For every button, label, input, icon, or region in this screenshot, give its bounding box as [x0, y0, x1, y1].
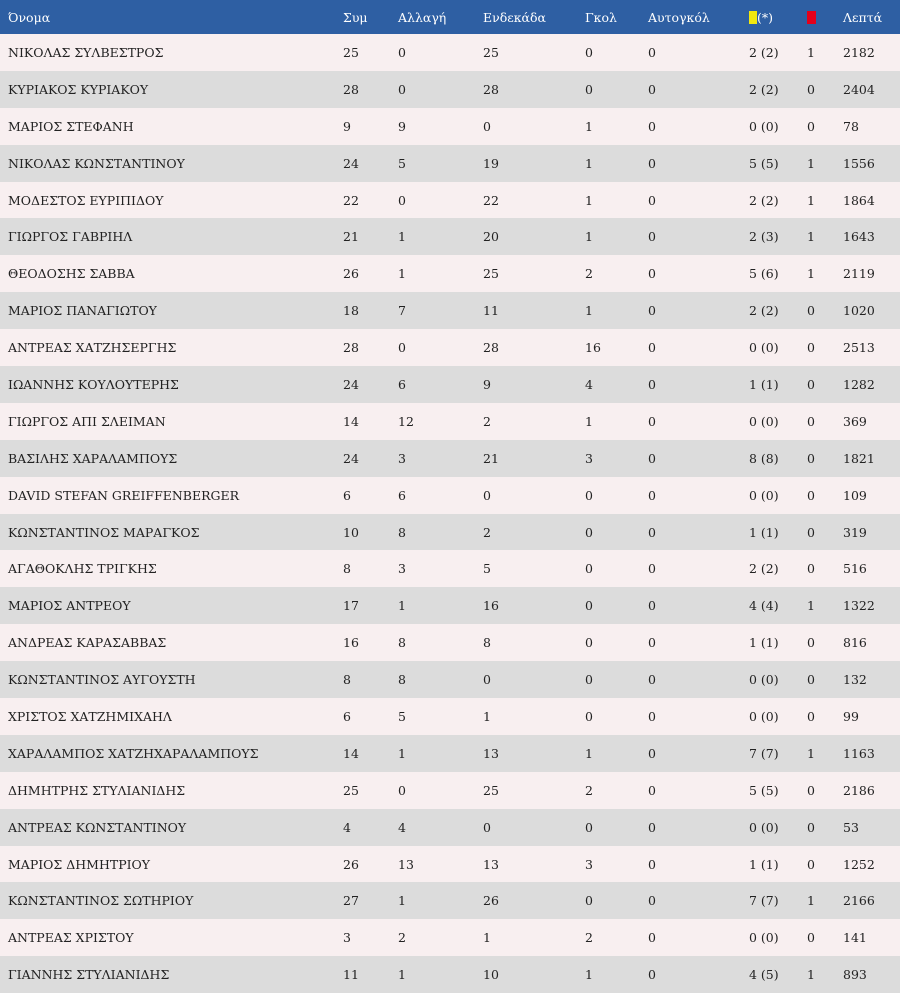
player-starts: 2: [483, 524, 491, 540]
player-yellow-cards: 2 (2): [749, 561, 779, 577]
player-name: DAVID STEFAN GREIFFENBERGER: [8, 487, 240, 503]
player-name: ΑΝΤΡΕΑΣ ΚΩΝΣΤΑΝΤΙΝΟΥ: [8, 819, 187, 835]
player-own-goals: 0: [648, 598, 656, 614]
player-apps: 28: [343, 81, 359, 97]
player-goals: 0: [585, 819, 593, 835]
yellow-suffix: (*): [757, 9, 774, 25]
yellow-card-icon: [749, 11, 757, 24]
player-name: ΧΡΙΣΤΟΣ ΧΑΤΖΗΜΙΧΑΗΛ: [8, 708, 172, 724]
player-own-goals: 0: [648, 635, 656, 651]
player-own-goals: 0: [648, 229, 656, 245]
player-name: ΓΙΩΡΓΟΣ ΑΠΙ ΣΛΕΙΜΑΝ: [8, 413, 166, 429]
player-own-goals: 0: [648, 782, 656, 798]
player-subs: 2: [398, 930, 406, 946]
player-own-goals: 0: [648, 413, 656, 429]
player-goals: 2: [585, 266, 593, 282]
player-red-cards: 1: [807, 44, 815, 60]
table-row[interactable]: [0, 550, 900, 587]
player-starts: 5: [483, 561, 491, 577]
player-starts: 8: [483, 635, 491, 651]
player-subs: 0: [398, 44, 406, 60]
player-yellow-cards: 7 (7): [749, 893, 779, 909]
col-header-subs[interactable]: Αλλαγή: [398, 9, 447, 25]
col-header-own-goals[interactable]: Αυτογκόλ: [648, 9, 710, 25]
table-row[interactable]: [0, 846, 900, 883]
player-starts: 2: [483, 413, 491, 429]
col-header-starts[interactable]: Ενδεκάδα: [483, 9, 546, 25]
table-row[interactable]: [0, 735, 900, 772]
player-subs: 1: [398, 967, 406, 983]
player-apps: 22: [343, 192, 359, 208]
player-yellow-cards: 1 (1): [749, 524, 779, 540]
player-starts: 11: [483, 303, 499, 319]
player-goals: 0: [585, 708, 593, 724]
player-name: ΙΩΑΝΝΗΣ ΚΟΥΛΟΥΤΕΡΗΣ: [8, 376, 179, 392]
player-minutes: 1282: [843, 376, 875, 392]
table-row[interactable]: [0, 772, 900, 809]
player-yellow-cards: 2 (2): [749, 303, 779, 319]
player-subs: 9: [398, 118, 406, 134]
table-row[interactable]: [0, 956, 900, 993]
player-yellow-cards: 0 (0): [749, 930, 779, 946]
player-subs: 1: [398, 893, 406, 909]
player-red-cards: 0: [807, 81, 815, 97]
player-own-goals: 0: [648, 745, 656, 761]
table-row[interactable]: [0, 440, 900, 477]
player-own-goals: 0: [648, 561, 656, 577]
player-minutes: 1556: [843, 155, 875, 171]
player-goals: 2: [585, 930, 593, 946]
player-own-goals: 0: [648, 44, 656, 60]
player-starts: 25: [483, 782, 499, 798]
player-starts: 0: [483, 487, 491, 503]
player-starts: 16: [483, 598, 499, 614]
player-yellow-cards: 8 (8): [749, 450, 779, 466]
player-subs: 6: [398, 487, 406, 503]
player-own-goals: 0: [648, 487, 656, 503]
player-name: ΚΩΝΣΤΑΝΤΙΝΟΣ ΣΩΤΗΡΙΟΥ: [8, 893, 194, 909]
col-header-name[interactable]: Όνομα: [8, 9, 51, 25]
table-row[interactable]: [0, 182, 900, 219]
player-apps: 26: [343, 266, 359, 282]
player-subs: 4: [398, 819, 406, 835]
player-red-cards: 0: [807, 376, 815, 392]
player-starts: 13: [483, 745, 499, 761]
player-name: ΔΗΜΗΤΡΗΣ ΣΤΥΛΙΑΝΙΔΗΣ: [8, 782, 186, 798]
player-name: ΓΙΩΡΓΟΣ ΓΑΒΡΙΗΛ: [8, 229, 133, 245]
player-red-cards: 0: [807, 856, 815, 872]
player-subs: 5: [398, 708, 406, 724]
col-header-yellow-cards[interactable]: [749, 0, 807, 34]
player-subs: 0: [398, 192, 406, 208]
player-own-goals: 0: [648, 266, 656, 282]
player-red-cards: 0: [807, 524, 815, 540]
player-minutes: 1163: [843, 745, 875, 761]
player-red-cards: 0: [807, 635, 815, 651]
player-apps: 25: [343, 44, 359, 60]
player-own-goals: 0: [648, 930, 656, 946]
player-red-cards: 1: [807, 967, 815, 983]
player-goals: 0: [585, 44, 593, 60]
player-minutes: 78: [843, 118, 859, 134]
table-row[interactable]: [0, 255, 900, 292]
player-starts: 28: [483, 81, 499, 97]
player-subs: 1: [398, 598, 406, 614]
player-apps: 8: [343, 561, 351, 577]
player-minutes: 99: [843, 708, 859, 724]
player-yellow-cards: 0 (0): [749, 413, 779, 429]
player-minutes: 319: [843, 524, 867, 540]
table-row[interactable]: [0, 698, 900, 735]
player-starts: 10: [483, 967, 499, 983]
table-row[interactable]: [0, 34, 900, 71]
player-rows: [0, 34, 900, 993]
red-card-icon: [807, 11, 816, 24]
player-subs: 6: [398, 376, 406, 392]
player-apps: 9: [343, 118, 351, 134]
player-red-cards: 1: [807, 893, 815, 909]
player-name: ΒΑΣΙΛΗΣ ΧΑΡΑΛΑΜΠΟΥΣ: [8, 450, 178, 466]
table-row[interactable]: [0, 624, 900, 661]
player-red-cards: 1: [807, 155, 815, 171]
player-minutes: 2119: [843, 266, 875, 282]
player-name: ΜΑΡΙΟΣ ΑΝΤΡΕΟΥ: [8, 598, 131, 614]
player-minutes: 141: [843, 930, 867, 946]
player-goals: 1: [585, 745, 593, 761]
table-row[interactable]: [0, 366, 900, 403]
col-header-apps[interactable]: Συμ: [343, 9, 368, 25]
player-minutes: 893: [843, 967, 867, 983]
player-apps: 3: [343, 930, 351, 946]
player-minutes: 109: [843, 487, 867, 503]
player-goals: 1: [585, 229, 593, 245]
player-name: ΝΙΚΟΛΑΣ ΚΩΝΣΤΑΝΤΙΝΟΥ: [8, 155, 185, 171]
player-goals: 4: [585, 376, 593, 392]
player-own-goals: 0: [648, 856, 656, 872]
player-apps: 28: [343, 340, 359, 356]
player-name: ΜΑΡΙΟΣ ΠΑΝΑΓΙΩΤΟΥ: [8, 303, 157, 319]
player-red-cards: 0: [807, 708, 815, 724]
player-starts: 22: [483, 192, 499, 208]
player-yellow-cards: 5 (5): [749, 782, 779, 798]
player-starts: 26: [483, 893, 499, 909]
player-subs: 5: [398, 155, 406, 171]
table-row[interactable]: [0, 71, 900, 108]
player-apps: 8: [343, 672, 351, 688]
player-apps: 25: [343, 782, 359, 798]
table-header-row: [0, 0, 900, 34]
player-yellow-cards: 4 (5): [749, 967, 779, 983]
player-goals: 0: [585, 598, 593, 614]
player-yellow-cards: 7 (7): [749, 745, 779, 761]
player-minutes: 2513: [843, 340, 875, 356]
player-red-cards: 0: [807, 303, 815, 319]
table-row[interactable]: [0, 292, 900, 329]
table-row[interactable]: [0, 882, 900, 919]
player-own-goals: 0: [648, 376, 656, 392]
player-apps: 27: [343, 893, 359, 909]
player-own-goals: 0: [648, 81, 656, 97]
player-red-cards: 1: [807, 266, 815, 282]
player-minutes: 516: [843, 561, 867, 577]
player-subs: 8: [398, 524, 406, 540]
player-minutes: 1821: [843, 450, 875, 466]
table-row[interactable]: [0, 514, 900, 551]
player-starts: 21: [483, 450, 499, 466]
player-name: ΑΝΤΡΕΑΣ ΧΑΤΖΗΣΕΡΓΗΣ: [8, 340, 177, 356]
player-apps: 6: [343, 708, 351, 724]
player-goals: 3: [585, 856, 593, 872]
player-yellow-cards: 0 (0): [749, 708, 779, 724]
player-subs: 0: [398, 81, 406, 97]
player-minutes: 816: [843, 635, 867, 651]
player-starts: 0: [483, 819, 491, 835]
player-name: ΚΥΡΙΑΚΟΣ ΚΥΡΙΑΚΟΥ: [8, 81, 149, 97]
player-goals: 0: [585, 635, 593, 651]
player-name: ΜΑΡΙΟΣ ΣΤΕΦΑΝΗ: [8, 118, 134, 134]
player-red-cards: 0: [807, 819, 815, 835]
player-red-cards: 0: [807, 118, 815, 134]
player-goals: 1: [585, 118, 593, 134]
player-red-cards: 0: [807, 561, 815, 577]
player-subs: 3: [398, 450, 406, 466]
player-apps: 24: [343, 155, 359, 171]
player-goals: 16: [585, 340, 601, 356]
player-yellow-cards: 4 (4): [749, 598, 779, 614]
player-starts: 0: [483, 118, 491, 134]
player-apps: 14: [343, 413, 359, 429]
player-minutes: 1864: [843, 192, 875, 208]
player-subs: 13: [398, 856, 414, 872]
player-yellow-cards: 1 (1): [749, 856, 779, 872]
table-row[interactable]: [0, 108, 900, 145]
player-minutes: 2166: [843, 893, 875, 909]
player-starts: 20: [483, 229, 499, 245]
player-yellow-cards: 0 (0): [749, 672, 779, 688]
player-goals: 0: [585, 893, 593, 909]
player-apps: 24: [343, 376, 359, 392]
player-yellow-cards: 2 (3): [749, 229, 779, 245]
player-starts: 25: [483, 44, 499, 60]
player-goals: 0: [585, 81, 593, 97]
player-yellow-cards: 2 (2): [749, 81, 779, 97]
player-goals: 1: [585, 413, 593, 429]
player-goals: 1: [585, 967, 593, 983]
player-own-goals: 0: [648, 819, 656, 835]
player-own-goals: 0: [648, 967, 656, 983]
player-red-cards: 1: [807, 745, 815, 761]
player-starts: 13: [483, 856, 499, 872]
player-own-goals: 0: [648, 340, 656, 356]
player-apps: 26: [343, 856, 359, 872]
player-own-goals: 0: [648, 524, 656, 540]
player-yellow-cards: 2 (2): [749, 44, 779, 60]
player-apps: 24: [343, 450, 359, 466]
player-yellow-cards: 0 (0): [749, 340, 779, 356]
player-minutes: 1020: [843, 303, 875, 319]
table-row[interactable]: [0, 145, 900, 182]
player-name: ΜΑΡΙΟΣ ΔΗΜΗΤΡΙΟΥ: [8, 856, 151, 872]
player-subs: 0: [398, 782, 406, 798]
table-row[interactable]: [0, 919, 900, 956]
player-yellow-cards: 2 (2): [749, 192, 779, 208]
player-minutes: 1252: [843, 856, 875, 872]
player-minutes: 1322: [843, 598, 875, 614]
player-own-goals: 0: [648, 708, 656, 724]
player-red-cards: 0: [807, 782, 815, 798]
player-starts: 9: [483, 376, 491, 392]
player-name: ΑΝΔΡΕΑΣ ΚΑΡΑΣΑΒΒΑΣ: [8, 635, 167, 651]
player-minutes: 2182: [843, 44, 875, 60]
player-goals: 0: [585, 524, 593, 540]
player-goals: 1: [585, 192, 593, 208]
player-name: ΝΙΚΟΛΑΣ ΣΥΛΒΕΣΤΡΟΣ: [8, 44, 164, 60]
player-goals: 0: [585, 487, 593, 503]
table-row[interactable]: [0, 661, 900, 698]
table-row[interactable]: [0, 403, 900, 440]
table-row[interactable]: [0, 809, 900, 846]
player-starts: 28: [483, 340, 499, 356]
player-own-goals: 0: [648, 303, 656, 319]
player-yellow-cards: 0 (0): [749, 118, 779, 134]
table-row[interactable]: [0, 329, 900, 366]
player-subs: 8: [398, 672, 406, 688]
player-red-cards: 0: [807, 672, 815, 688]
player-subs: 12: [398, 413, 414, 429]
player-apps: 21: [343, 229, 359, 245]
player-subs: 3: [398, 561, 406, 577]
player-yellow-cards: 5 (5): [749, 155, 779, 171]
table-row[interactable]: [0, 477, 900, 514]
player-goals: 2: [585, 782, 593, 798]
player-name: ΓΙΑΝΝΗΣ ΣΤΥΛΙΑΝΙΔΗΣ: [8, 967, 170, 983]
col-header-red-cards[interactable]: [807, 0, 843, 34]
player-minutes: 369: [843, 413, 867, 429]
player-name: ΑΓΑΘΟΚΛΗΣ ΤΡΙΓΚΗΣ: [8, 561, 157, 577]
player-name: ΑΝΤΡΕΑΣ ΧΡΙΣΤΟΥ: [8, 930, 134, 946]
player-own-goals: 0: [648, 155, 656, 171]
player-name: ΚΩΝΣΤΑΝΤΙΝΟΣ ΑΥΓΟΥΣΤΗ: [8, 672, 196, 688]
player-yellow-cards: 1 (1): [749, 635, 779, 651]
player-subs: 1: [398, 745, 406, 761]
player-starts: 0: [483, 672, 491, 688]
player-apps: 10: [343, 524, 359, 540]
player-starts: 1: [483, 708, 491, 724]
player-name: ΘΕΟΔΟΣΗΣ ΣΑΒΒΑ: [8, 266, 135, 282]
player-apps: 16: [343, 635, 359, 651]
player-goals: 3: [585, 450, 593, 466]
player-minutes: 2404: [843, 81, 875, 97]
player-subs: 8: [398, 635, 406, 651]
player-goals: 1: [585, 303, 593, 319]
player-own-goals: 0: [648, 450, 656, 466]
player-apps: 18: [343, 303, 359, 319]
player-goals: 1: [585, 155, 593, 171]
player-subs: 1: [398, 229, 406, 245]
player-goals: 0: [585, 561, 593, 577]
player-own-goals: 0: [648, 893, 656, 909]
player-apps: 14: [343, 745, 359, 761]
player-red-cards: 1: [807, 598, 815, 614]
player-subs: 0: [398, 340, 406, 356]
player-minutes: 53: [843, 819, 859, 835]
player-own-goals: 0: [648, 672, 656, 688]
player-yellow-cards: 5 (6): [749, 266, 779, 282]
player-yellow-cards: 0 (0): [749, 819, 779, 835]
player-starts: 1: [483, 930, 491, 946]
player-minutes: 2186: [843, 782, 875, 798]
player-red-cards: 0: [807, 413, 815, 429]
player-red-cards: 0: [807, 487, 815, 503]
player-red-cards: 0: [807, 450, 815, 466]
player-own-goals: 0: [648, 192, 656, 208]
col-header-minutes[interactable]: Λεπτά: [843, 9, 883, 25]
player-apps: 17: [343, 598, 359, 614]
player-red-cards: 1: [807, 192, 815, 208]
player-yellow-cards: 0 (0): [749, 487, 779, 503]
player-apps: 6: [343, 487, 351, 503]
player-starts: 25: [483, 266, 499, 282]
player-red-cards: 0: [807, 930, 815, 946]
player-starts: 19: [483, 155, 499, 171]
player-name: ΜΟΔΕΣΤΟΣ ΕΥΡΙΠΙΔΟΥ: [8, 192, 164, 208]
player-yellow-cards: 1 (1): [749, 376, 779, 392]
player-goals: 0: [585, 672, 593, 688]
player-apps: 4: [343, 819, 351, 835]
player-red-cards: 1: [807, 229, 815, 245]
player-red-cards: 0: [807, 340, 815, 356]
table-row[interactable]: [0, 218, 900, 255]
col-header-goals[interactable]: Γκολ: [585, 9, 617, 25]
player-minutes: 1643: [843, 229, 875, 245]
player-minutes: 132: [843, 672, 867, 688]
player-apps: 11: [343, 967, 359, 983]
player-subs: 1: [398, 266, 406, 282]
player-name: ΧΑΡΑΛΑΜΠΟΣ ΧΑΤΖΗΧΑΡΑΛΑΜΠΟΥΣ: [8, 745, 259, 761]
player-name: ΚΩΝΣΤΑΝΤΙΝΟΣ ΜΑΡΑΓΚΟΣ: [8, 524, 200, 540]
player-own-goals: 0: [648, 118, 656, 134]
player-subs: 7: [398, 303, 406, 319]
table-row[interactable]: [0, 587, 900, 624]
